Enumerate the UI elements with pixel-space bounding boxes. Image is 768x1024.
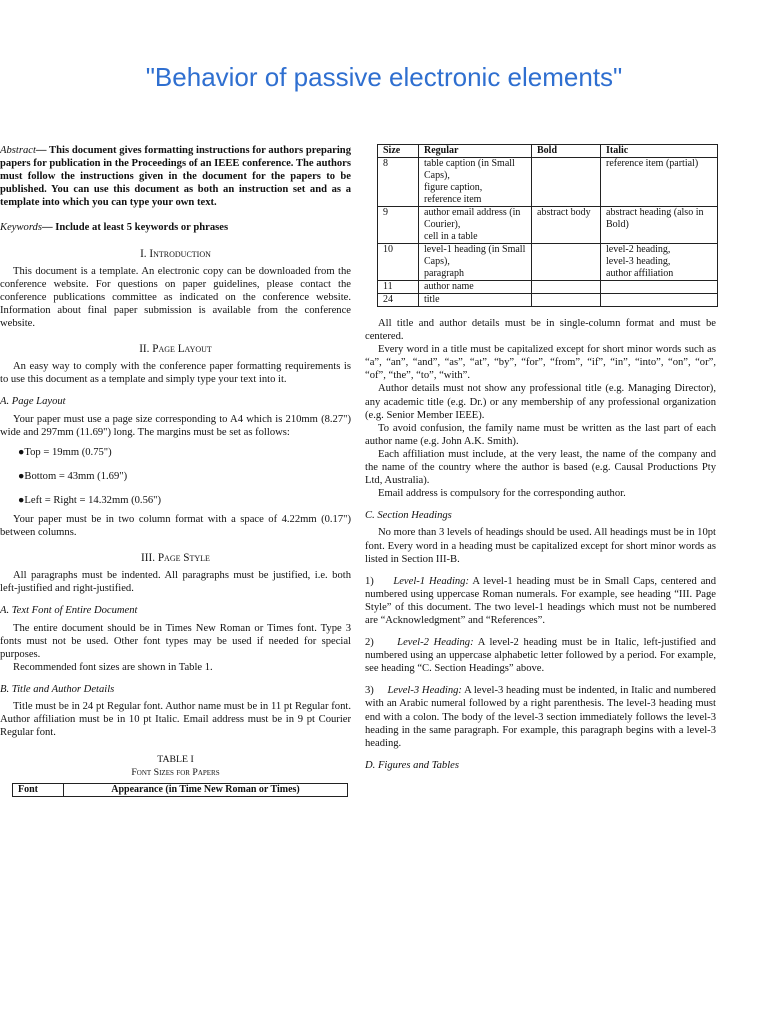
level1-heading-paragraph [365, 575, 716, 627]
keywords-label: Keywords [0, 222, 42, 234]
family-name-paragraph: To avoid confusion, the family name must be written as the last part of each author name (e.g. John A.K. Smith). [365, 422, 716, 447]
level1-label: Level-1 Heading: [393, 575, 470, 587]
abstract [0, 144, 351, 209]
table-cell: 24 [378, 294, 419, 307]
table-cell: 9 [378, 207, 419, 244]
level3-text: A level-3 heading must be indented, in Italic and numbered with an Arabic numeral followed by a right parenthesis. The level-3 heading must end with a colon. The body of the level-3 section immediately follows the level-3 heading in the same paragraph. For example, this paragraph begins with a level-3 heading. [365, 685, 716, 749]
table-cell: author email address (in Courier), cell in a table [419, 207, 532, 244]
table-header-font: Font [13, 784, 64, 797]
table-cell [532, 158, 601, 207]
table-cell [601, 294, 718, 307]
abstract-dash: — [35, 145, 47, 156]
margin-bullet-top: ●Top = 19mm (0.75") [18, 446, 112, 458]
right-column [365, 144, 716, 776]
table-cell: 10 [378, 244, 419, 281]
title-author-paragraph: Title must be in 24 pt Regular font. Author name must be in 11 pt Regular font. Author affiliation must be in 10 pt Italic. Email address must be in 9 pt Courier Regular font. [0, 701, 351, 739]
text-font-paragraph: The entire document should be in Times New Roman or Times font. Type 3 fonts must not be used. Other font types may be used if needed for special purposes. [0, 622, 351, 660]
margin-bullet-left-right: ●Left = Right = 14.32mm (0.56") [18, 494, 162, 506]
level1-text: A level-1 heading must be in Small Caps, centered and numbered using uppercase Roman numerals. For example, see heading “III. Page Style” of this document. The two level-1 headings which must not be numbered are “Acknowledgment” and “References”. [365, 575, 716, 626]
affiliation-paragraph: Each affiliation must include, at the very least, the name of the company and the name of the country where the author is based (e.g. Causal Productions Pty Ltd, Australia). [365, 448, 716, 487]
subheading-text-font: A. Text Font of Entire Document [0, 605, 138, 617]
level1-number: 1) [365, 575, 374, 587]
table-cell [532, 281, 601, 294]
keywords [0, 221, 351, 234]
font-sizes-paragraph: Recommended font sizes are shown in Table 1. [13, 661, 213, 673]
font-sizes-table [377, 144, 718, 307]
level3-heading-paragraph [365, 684, 716, 749]
page-layout-paragraph: An easy way to comply with the conference paper formatting requirements is to use this document as a template and simply type your text into it. [0, 361, 351, 386]
table-row [378, 158, 718, 207]
table-cell: author name [419, 281, 532, 294]
subheading-title-author: B. Title and Author Details [0, 683, 115, 695]
font-table-header [12, 783, 348, 797]
left-column [0, 144, 351, 797]
table-row [378, 244, 718, 281]
abstract-label: Abstract [0, 145, 36, 156]
table-header-appearance: Appearance (in Time New Roman or Times) [64, 784, 348, 797]
subheading-figures-tables: D. Figures and Tables [365, 759, 459, 771]
subheading-page-layout: A. Page Layout [0, 396, 66, 408]
table-header-bold: Bold [532, 145, 601, 158]
paper-title: "Behavior of passive electronic elements" [145, 62, 623, 92]
table-cell [532, 294, 601, 307]
level2-text: A level-2 heading must be in Italic, left-justified and numbered using an uppercase alphabetic letter followed by a period. For example, see heading “C. Section Headings” above. [365, 637, 716, 675]
subheading-section-headings: C. Section Headings [365, 510, 452, 522]
table-cell: title [419, 294, 532, 307]
table-cell: abstract body [532, 207, 601, 244]
level3-number: 3) [365, 685, 374, 697]
table-cell: reference item (partial) [601, 158, 718, 207]
table-cell: level-1 heading (in Small Caps), paragraph [419, 244, 532, 281]
table-cell: level-2 heading, level-3 heading, author affiliation [601, 244, 718, 281]
table-cell: 11 [378, 281, 419, 294]
table-header-regular: Regular [419, 145, 532, 158]
table-subcaption: Font Sizes for Papers [131, 767, 220, 779]
table-cell: 8 [378, 158, 419, 207]
margin-bullet-bottom: ●Bottom = 43mm (1.69") [18, 470, 128, 482]
section-headings-paragraph: No more than 3 levels of headings should be used. All headings must be in 10pt font. Every word in a heading must be capitalized except for short minor words as listed in Section III-B. [365, 527, 716, 565]
professional-title-paragraph: Author details must not show any professional title (e.g. Managing Director), any academic title (e.g. Dr.) or any membership of any professional organization (e.g. Senior Member IEEE). [365, 383, 716, 421]
section-heading-page-layout: II. Page Layout [139, 343, 212, 356]
section-heading-page-style: III. Page Style [141, 552, 210, 565]
capitalization-paragraph: Every word in a title must be capitalized except for short minor words such as “a”, “an”, “and”, “as”, “at”, “by”, “for”, “from”, “if”, “in”, “into”, “on”, “or”, “of”, “the”, “to”, “with”. [365, 344, 716, 382]
table-header-size: Size [378, 145, 419, 158]
section-heading-introduction: I. Introduction [140, 247, 211, 260]
keywords-text: — Include at least 5 keywords or phrases [41, 222, 229, 234]
table-cell: table caption (in Small Caps), figure caption, reference item [419, 158, 532, 207]
email-paragraph: Email address is compulsory for the corresponding author. [378, 488, 626, 500]
level2-number: 2) [365, 637, 374, 649]
author-details-paragraph: All title and author details must be in single-column format and must be centered. [365, 318, 716, 343]
table-cell [532, 244, 601, 281]
abstract-text: This document gives formatting instructions for authors preparing papers for publication in the Proceedings of an IEEE conference. The authors must follow the instructions given in the document for the papers to be published. You can use this document as both an instruction set and as a template into which you can type your own text. [0, 145, 351, 209]
table-row [378, 294, 718, 307]
table-row [378, 207, 718, 244]
intro-paragraph: This document is a template. An electronic copy can be downloaded from the conference website. For questions on paper guidelines, please contact the conference publications committee as indicated on the conference website. Information about final paper submission is available from the conference website. [0, 265, 351, 330]
column-format-paragraph: Your paper must be in two column format with a space of 4.22mm (0.17") between columns. [0, 513, 351, 539]
level2-label: Level-2 Heading: [397, 637, 474, 649]
table-body [378, 158, 718, 307]
table-header-italic: Italic [601, 145, 718, 158]
page-style-paragraph: All paragraphs must be indented. All paragraphs must be justified, i.e. both left-justified and right-justified. [0, 570, 351, 595]
table-row [378, 281, 718, 294]
table-caption: TABLE I [157, 754, 194, 766]
level3-label: Level-3 Heading: [387, 685, 462, 697]
table-cell: abstract heading (also in Bold) [601, 207, 718, 244]
page-size-paragraph: Your paper must use a page size corresponding to A4 which is 210mm (8.27") wide and 297mm (11.69") long. The margins must be set as follows: [0, 413, 351, 438]
level2-heading-paragraph [365, 636, 716, 675]
table-cell [601, 281, 718, 294]
